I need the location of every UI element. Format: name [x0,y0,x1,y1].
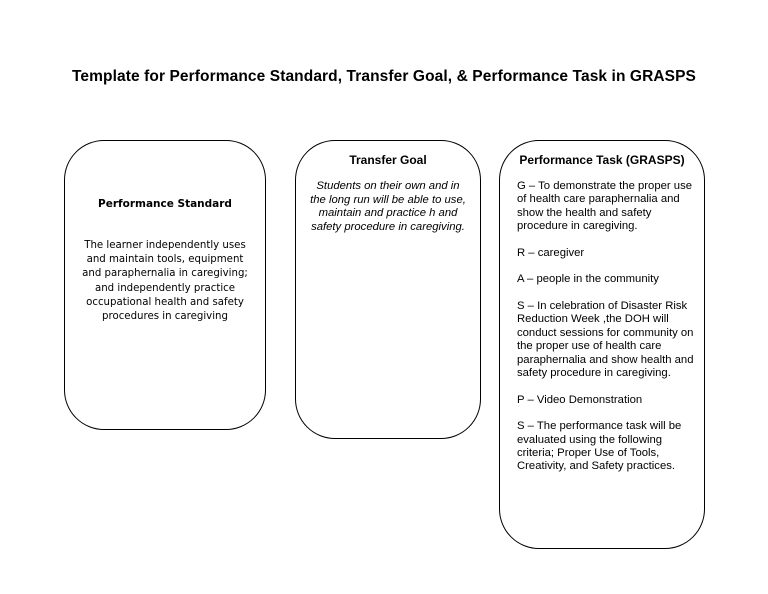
page-title: Template for Performance Standard, Transfer Goal, & Performance Task in GRASPS [72,68,696,85]
transfer-goal-heading: Transfer Goal [349,153,427,167]
performance-standard-heading: Performance Standard [98,198,232,210]
transfer-goal-text: Students on their own and in the long run will be able to use, maintain and practice h and safety procedure in caregiving. [310,180,466,233]
performance-task-heading: Performance Task (GRASPS) [519,153,685,167]
grasps-role-item: R – caregiver [517,246,585,259]
grasps-situation-item: S – In celebration of Disaster Risk Reduction Week ,the DOH will conduct sessions for community on the proper use of health care paraphernalia and show health and safety procedure in caregiving. [517,300,694,380]
grasps-list [517,180,697,487]
grasps-goal-item: G – To demonstrate the proper use of health care paraphernalia and show the health and safety procedure in caregiving. [517,180,692,233]
grasps-standards-item: S – The performance task will be evaluated using the following criteria; Proper Use of Tools, Creativity, and Safety practices. [517,420,682,473]
performance-standard-text: The learner independently uses and maintain tools, equipment and paraphernalia in caregiving; and independently practice occupational health and safety procedures in caregiving [82,240,248,323]
transfer-goal-box [295,140,481,439]
grasps-product-item: P – Video Demonstration [517,393,643,406]
performance-task-box [499,140,705,549]
grasps-audience-item: A – people in the community [517,273,659,286]
performance-standard-box [64,140,266,430]
